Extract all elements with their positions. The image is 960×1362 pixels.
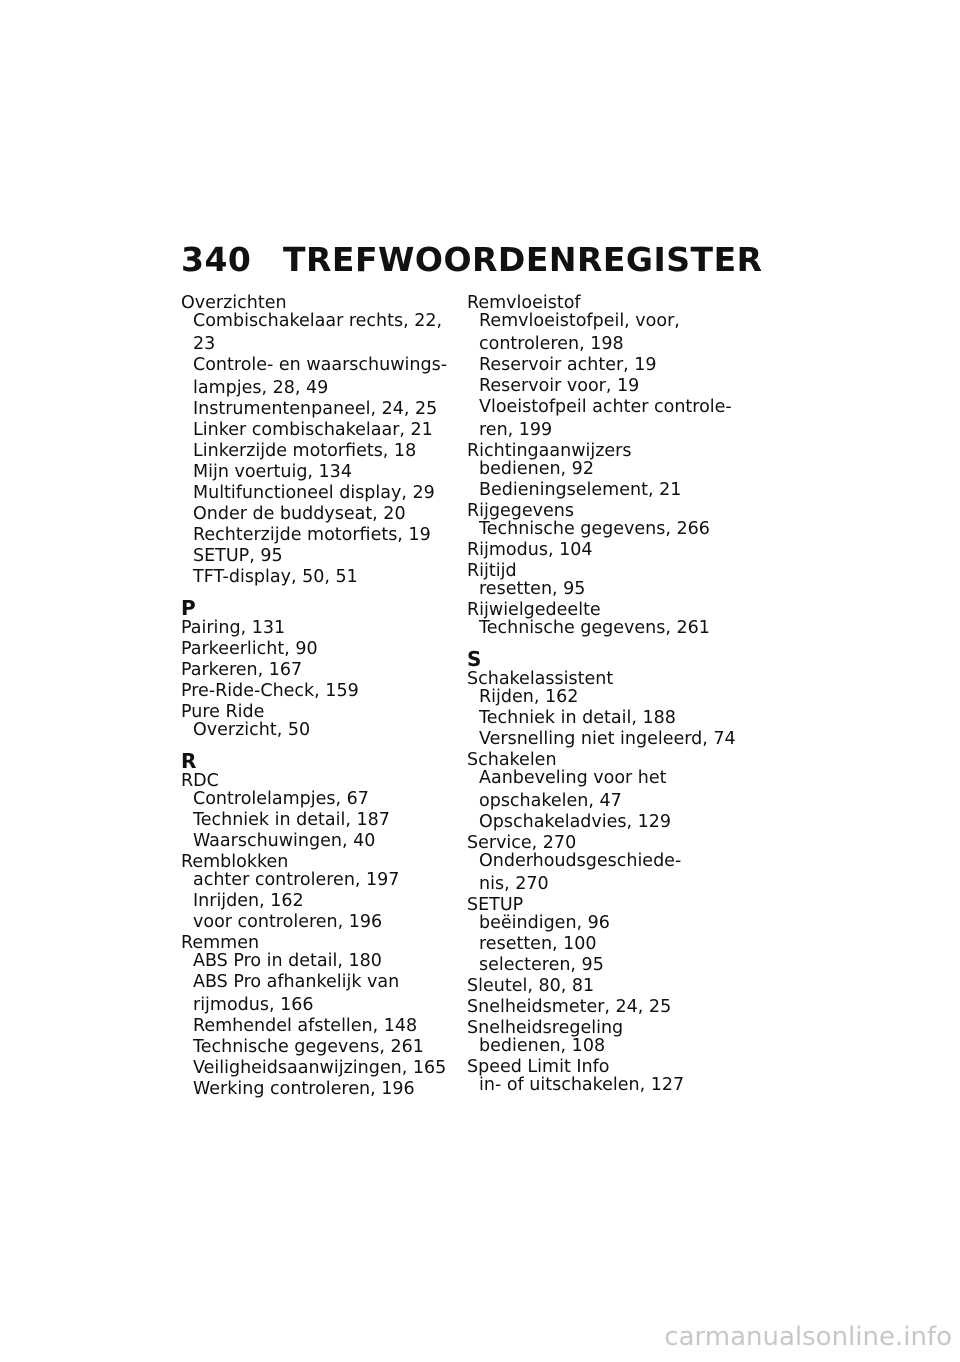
index-entry-main: Service, 270 xyxy=(467,833,577,853)
index-entry xyxy=(181,771,471,852)
index-letter-heading: R xyxy=(181,749,197,773)
index-entry xyxy=(467,1057,757,1096)
index-subentry-continuation: controleren, 198 xyxy=(479,334,624,354)
index-entry xyxy=(181,660,471,681)
index-entry-main: Richtingaanwijzers xyxy=(467,441,632,461)
index-subentry: Technische gegevens, 266 xyxy=(479,519,710,539)
index-entry-main: Remmen xyxy=(181,933,260,953)
index-entry xyxy=(181,618,471,639)
index-subentry: Opschakeladvies, 129 xyxy=(479,812,672,832)
index-subentry: Onder de buddyseat, 20 xyxy=(193,504,406,524)
index-entry-main: Rijtijd xyxy=(467,561,517,581)
index-entry-main: SETUP xyxy=(467,895,524,915)
index-entry xyxy=(181,702,471,741)
index-entry xyxy=(467,750,757,833)
index-subentry-continuation: opschakelen, 47 xyxy=(479,791,622,811)
index-subentry: Multifunctioneel display, 29 xyxy=(193,483,435,503)
index-subentry: Werking controleren, 196 xyxy=(193,1079,415,1099)
watermark: carmanualsonline.info xyxy=(664,1322,952,1352)
index-subentry: Vloeistofpeil achter controle- xyxy=(479,397,732,417)
index-entry xyxy=(467,540,757,561)
index-entry xyxy=(181,639,471,660)
index-subentry: achter controleren, 197 xyxy=(193,870,400,890)
index-subentry: Rechterzijde motorfiets, 19 xyxy=(193,525,431,545)
index-subentry: Remhendel afstellen, 148 xyxy=(193,1016,418,1036)
index-entry-main: Speed Limit Info xyxy=(467,1057,610,1077)
index-subentry: Reservoir voor, 19 xyxy=(479,376,640,396)
index-subentry: ABS Pro in detail, 180 xyxy=(193,951,382,971)
index-column-right xyxy=(467,293,757,1096)
index-subentry: TFT-display, 50, 51 xyxy=(193,567,358,587)
index-entry-main: Pure Ride xyxy=(181,702,265,722)
index-subentry: beëindigen, 96 xyxy=(479,913,610,933)
index-entry xyxy=(467,895,757,976)
index-subentry: SETUP, 95 xyxy=(193,546,283,566)
index-subentry: voor controleren, 196 xyxy=(193,912,383,932)
index-entry xyxy=(467,669,757,750)
index-subentry: Veiligheidsaanwijzingen, 165 xyxy=(193,1058,447,1078)
index-subentry-continuation: nis, 270 xyxy=(479,874,549,894)
index-subentry: Linkerzijde motorfiets, 18 xyxy=(193,441,417,461)
index-subentry: resetten, 95 xyxy=(479,579,586,599)
index-subentry: Mijn voertuig, 134 xyxy=(193,462,352,482)
index-entry-main: Parkeren, 167 xyxy=(181,660,303,680)
index-entry xyxy=(467,501,757,540)
index-subentry: Overzicht, 50 xyxy=(193,720,311,740)
index-subentry: Techniek in detail, 187 xyxy=(193,810,390,830)
index-subentry: Inrijden, 162 xyxy=(193,891,304,911)
index-entry-main: Remblokken xyxy=(181,852,289,872)
index-entry xyxy=(467,293,757,441)
index-entry-main: Pre-Ride-Check, 159 xyxy=(181,681,359,701)
index-subentry: Aanbeveling voor het xyxy=(479,768,667,788)
index-subentry: Onderhoudsgeschiede- xyxy=(479,851,682,871)
index-subentry: Combischakelaar rechts, 22, xyxy=(193,311,443,331)
index-subentry-continuation: lampjes, 28, 49 xyxy=(193,378,329,398)
index-subentry: ABS Pro afhankelijk van xyxy=(193,972,400,992)
page-title: TREFWOORDENREGISTER xyxy=(283,240,763,279)
index-entry xyxy=(467,976,757,997)
index-subentry: Remvloeistofpeil, voor, xyxy=(479,311,680,331)
index-subentry: Controlelampjes, 67 xyxy=(193,789,369,809)
index-entry-main: Parkeerlicht, 90 xyxy=(181,639,318,659)
page-number: 340 xyxy=(181,240,252,279)
index-subentry: selecteren, 95 xyxy=(479,955,604,975)
index-letter-heading: P xyxy=(181,596,196,620)
index-entry-main: Rijmodus, 104 xyxy=(467,540,593,560)
index-entry-main: Pairing, 131 xyxy=(181,618,286,638)
index-subentry: Techniek in detail, 188 xyxy=(479,708,676,728)
index-entry xyxy=(181,852,471,933)
index-entry xyxy=(467,441,757,501)
index-subentry: Rijden, 162 xyxy=(479,687,579,707)
index-subentry: bedienen, 108 xyxy=(479,1036,606,1056)
index-entry xyxy=(467,561,757,600)
index-subentry: Linker combischakelaar, 21 xyxy=(193,420,433,440)
index-subentry: in- of uitschakelen, 127 xyxy=(479,1075,685,1095)
index-entry xyxy=(467,600,757,639)
index-entry xyxy=(467,1018,757,1057)
index-entry-main: Sleutel, 80, 81 xyxy=(467,976,595,996)
index-entry xyxy=(181,681,471,702)
index-entry-main: Overzichten xyxy=(181,293,287,313)
index-subentry: resetten, 100 xyxy=(479,934,597,954)
index-subentry-continuation: rijmodus, 166 xyxy=(193,995,314,1015)
index-subentry: Controle- en waarschuwings- xyxy=(193,355,448,375)
index-entry xyxy=(181,933,471,1100)
index-letter-heading: S xyxy=(467,647,482,671)
index-entry-main: Schakelassistent xyxy=(467,669,614,689)
index-entry-main: Rijwielgedeelte xyxy=(467,600,601,620)
index-entry-main: Schakelen xyxy=(467,750,557,770)
index-entry xyxy=(467,997,757,1018)
page-header xyxy=(181,240,763,279)
index-subentry-continuation: ren, 199 xyxy=(479,420,553,440)
index-subentry: Waarschuwingen, 40 xyxy=(193,831,376,851)
index-column-left xyxy=(181,293,471,1100)
index-subentry: Bedieningselement, 21 xyxy=(479,480,682,500)
index-subentry: Reservoir achter, 19 xyxy=(479,355,657,375)
index-entry-main: Snelheidsregeling xyxy=(467,1018,624,1038)
index-entry-main: Remvloeistof xyxy=(467,293,581,313)
index-subentry: Technische gegevens, 261 xyxy=(193,1037,424,1057)
index-entry-main: Snelheidsmeter, 24, 25 xyxy=(467,997,672,1017)
index-entry xyxy=(467,833,757,895)
index-entry xyxy=(181,293,471,588)
index-entry-main: RDC xyxy=(181,771,219,791)
index-subentry-continuation: 23 xyxy=(193,334,216,354)
index-subentry: bedienen, 92 xyxy=(479,459,594,479)
index-subentry: Versnelling niet ingeleerd, 74 xyxy=(479,729,736,749)
index-subentry: Technische gegevens, 261 xyxy=(479,618,710,638)
index-entry-main: Rijgegevens xyxy=(467,501,574,521)
index-subentry: Instrumentenpaneel, 24, 25 xyxy=(193,399,438,419)
